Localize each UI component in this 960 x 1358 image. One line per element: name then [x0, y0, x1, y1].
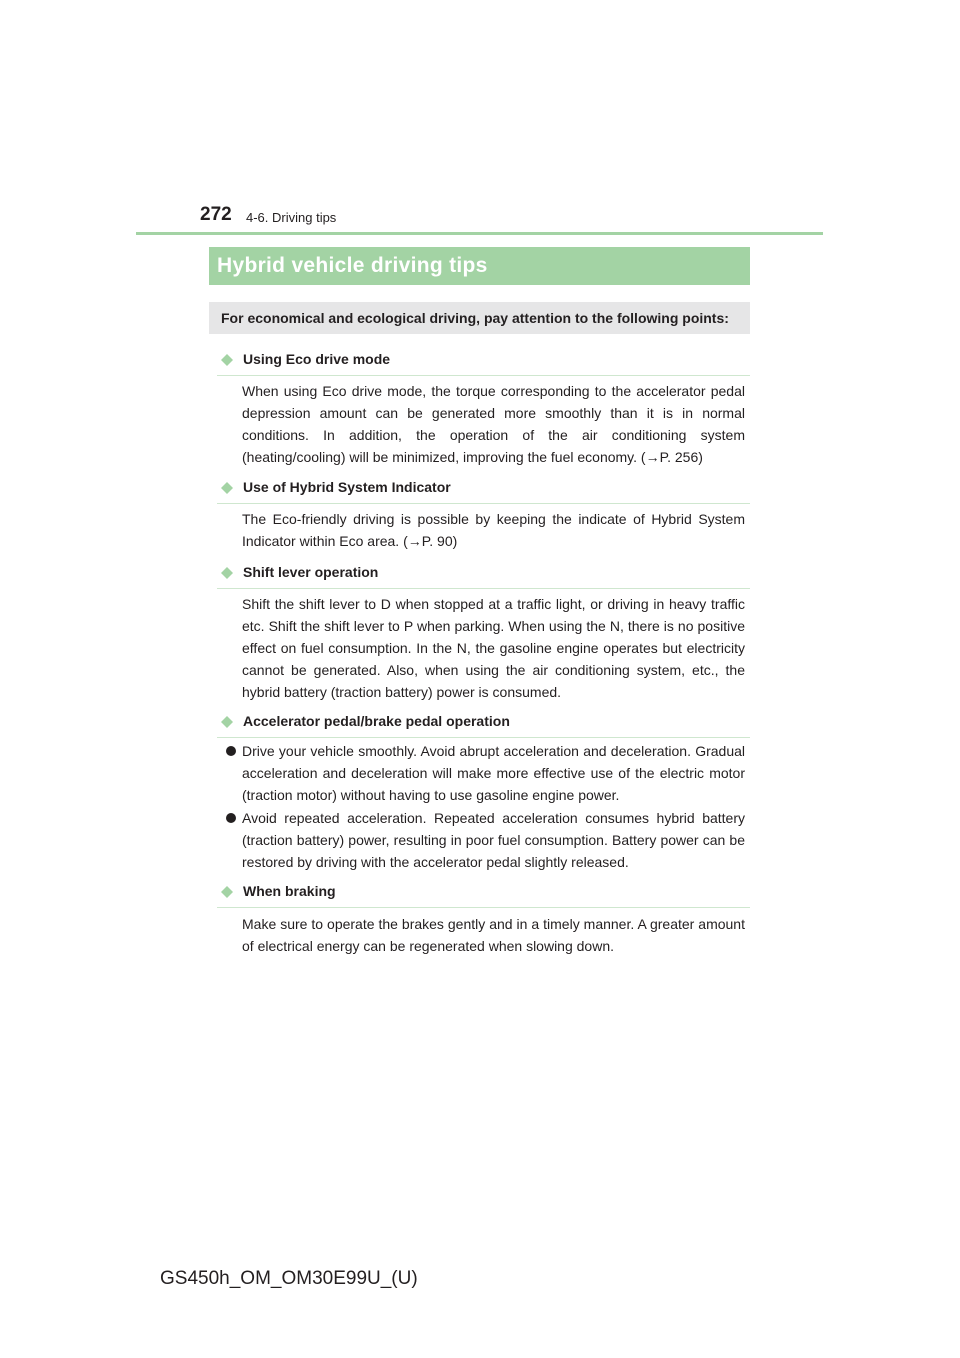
diamond-bullet-icon: [221, 482, 233, 494]
manual-code-footer: GS450h_OM_OM30E99U_(U): [160, 1268, 418, 1289]
diamond-bullet-icon: [221, 886, 233, 898]
bullet-dot-icon: [226, 813, 236, 823]
bullet-item-smooth-driving: Drive your vehicle smoothly. Avoid abrupt acceleration and deceleration. Gradual acceleration and deceleration will make more effective use of the electric motor (traction motor) without having to use gasoline engine power.: [242, 743, 745, 803]
paragraph-hybrid-system-indicator: The Eco-friendly driving is possible by keeping the indicate of Hybrid System Indicator within Eco area. (→P. 90): [242, 511, 745, 549]
subheading-label: Accelerator pedal/brake pedal operation: [243, 713, 510, 729]
subheading-shift-lever: [217, 564, 750, 589]
subheading-label: Using Eco drive mode: [243, 351, 391, 367]
paragraph-when-braking: Make sure to operate the brakes gently and in a timely manner. A greater amount of electrical energy can be regenerated when slowing down.: [242, 916, 745, 954]
intro-note: For economical and ecological driving, pay attention to the following points:: [209, 302, 750, 334]
page-number: 272: [200, 204, 232, 225]
diamond-bullet-icon: [221, 567, 233, 579]
bullet-dot-icon: [226, 746, 236, 756]
diamond-bullet-icon: [221, 354, 233, 366]
subheading-hybrid-system-indicator: [217, 479, 750, 504]
subheading-pedal-operation: [217, 713, 750, 738]
bullet-item-repeated-acceleration: Avoid repeated acceleration. Repeated acceleration consumes hybrid battery (traction battery) power, resulting in poor fuel consumption. Battery power can be restored by driving with the accelerator pedal slightly released.: [242, 810, 745, 870]
chapter-header: 4-6. Driving tips: [246, 210, 337, 225]
subheading-label: When braking: [243, 883, 336, 899]
section-title: Hybrid vehicle driving tips: [209, 247, 750, 285]
paragraph-shift-lever: Shift the shift lever to D when stopped at a traffic light, or driving in heavy traffic etc. Shift the shift lever to P when parking. When using the N, there is no positive effect on fuel consumption. In the N, the gasoline engine operates but electricity cannot be generated. Also, when using the air conditioning system, etc., the hybrid battery (traction battery) power is consumed.: [242, 596, 745, 700]
subheading-label: Use of Hybrid System Indicator: [243, 479, 451, 495]
diamond-bullet-icon: [221, 716, 233, 728]
paragraph-eco-drive-mode: When using Eco drive mode, the torque corresponding to the accelerator pedal depression amount can be generated more smoothly than it is in normal conditions. In addition, the operation of the air conditioning system (heating/cooling) will be minimized, improving the fuel economy. (→P. 256): [242, 383, 745, 465]
subheading-when-braking: [217, 883, 750, 908]
header-divider: [136, 232, 823, 235]
subheading-eco-drive-mode: [217, 351, 750, 376]
subheading-label: Shift lever operation: [243, 564, 379, 580]
